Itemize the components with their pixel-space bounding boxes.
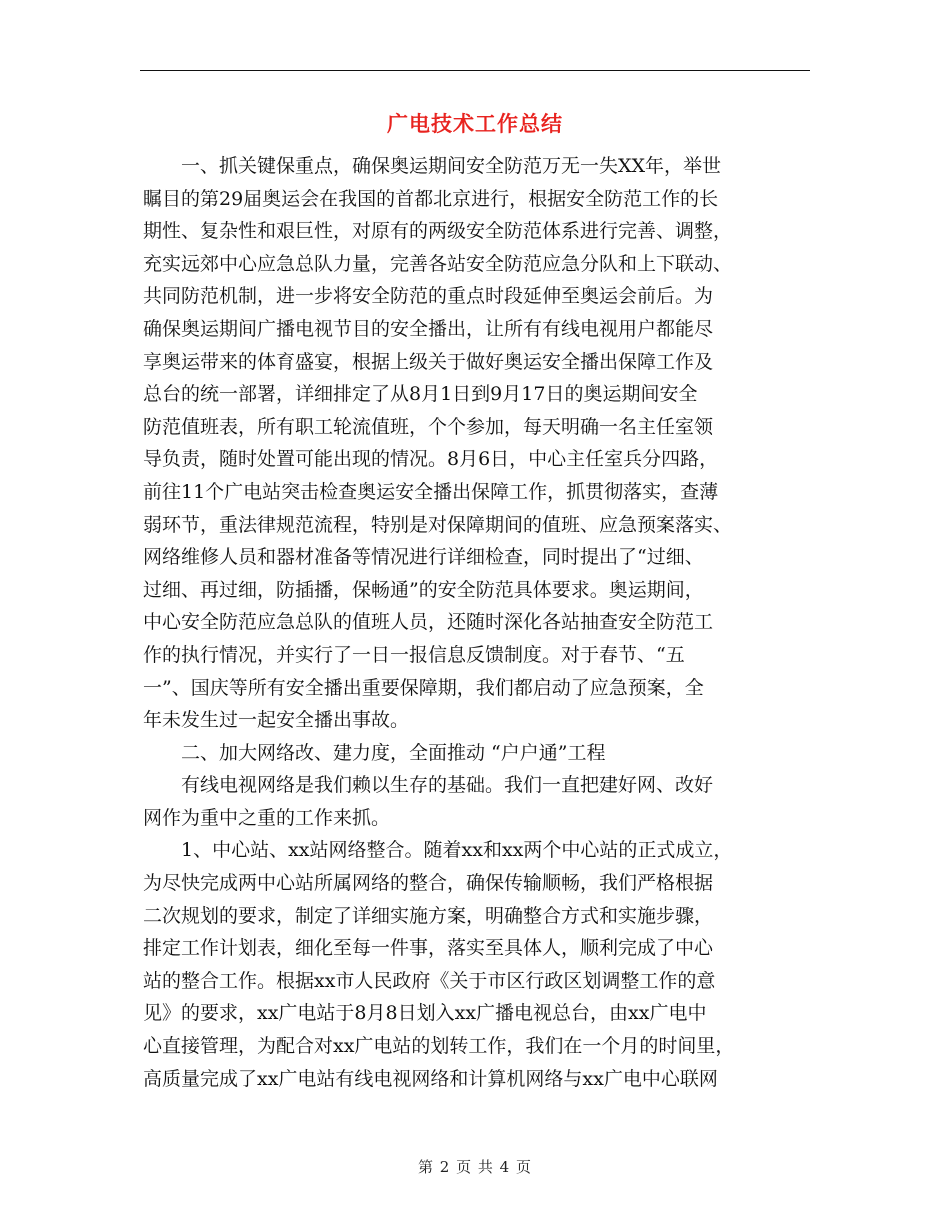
header-rule (140, 70, 810, 71)
body-line: 见》的要求，xx广电站于8月8日划入xx广播电视总台，由xx广电中 (143, 1002, 707, 1025)
body-line: 弱环节，重法律规范流程，特别是对保障期间的值班、应急预案落实、 (143, 513, 733, 536)
body-line: 二次规划的要求，制定了详细实施方案，明确整合方式和实施步骤， (143, 904, 714, 927)
body-line: 年未发生过一起安全播出事故。 (143, 709, 410, 732)
body-line: 1、中心站、xx站网络整合。随着xx和xx两个中心站的正式成立， (143, 839, 733, 862)
document-body (143, 150, 823, 1095)
body-line: 网作为重中之重的工作来抓。 (143, 806, 391, 829)
body-line: 为尽快完成两中心站所属网络的整合，确保传输顺畅，我们严格根据 (143, 872, 714, 895)
body-line: 前往11个广电站突击检查奥运安全播出保障工作，抓贯彻落实，查薄 (143, 480, 719, 503)
body-line: 心直接管理，为配合对xx广电站的划转工作，我们在一个月的时间里， (143, 1035, 735, 1058)
body-line: 网络维修人员和器材准备等情况进行详细检查，同时提出了“过细、 (143, 546, 704, 569)
body-line: 一”、国庆等所有安全播出重要保障期，我们都启动了应急预案，全 (143, 676, 704, 699)
body-line: 过细、再过细，防插播，保畅通”的安全防范具体要求。奥运期间， (143, 578, 704, 601)
body-line: 总台的统一部署，详细排定了从8月1日到9月17日的奥运期间安全 (143, 383, 698, 406)
body-line: 作的执行情况，并实行了一日一报信息反馈制度。对于春节、“五 (143, 643, 685, 666)
body-line: 共同防范机制，进一步将安全防范的重点时段延伸至奥运会前后。为 (143, 285, 714, 308)
body-line: 有线电视网络是我们赖以生存的基础。我们一直把建好网、改好 (143, 774, 714, 797)
body-line: 享奥运带来的体育盛宴，根据上级关于做好奥运安全播出保障工作及 (143, 350, 714, 373)
body-line: 中心安全防范应急总队的值班人员，还随时深化各站抽查安全防范工 (143, 611, 714, 634)
body-line: 瞩目的第29届奥运会在我国的首都北京进行，根据安全防范工作的长 (143, 187, 719, 210)
body-line: 期性、复杂性和艰巨性，对原有的两级安全防范体系进行完善、调整， (143, 220, 733, 243)
document-title: 广电技术工作总结 (387, 111, 563, 136)
page-number: 第 2 页 共 4 页 (418, 1158, 532, 1176)
body-line: 排定工作计划表，细化至每一件事，落实至具体人，顺利完成了中心 (143, 937, 714, 960)
section-heading: 二、加大网络改、建力度，全面推动 “户户通”工程 (143, 741, 606, 764)
body-line: 一、抓关键保重点，确保奥运期间安全防范万无一失XX年，举世 (143, 155, 722, 177)
body-line: 防范值班表，所有职工轮流值班，个个参加，每天明确一名主任室领 (143, 415, 714, 438)
body-line: 站的整合工作。根据xx市人民政府《关于市区行政区划调整工作的意 (143, 969, 716, 992)
body-line: 高质量完成了xx广电站有线电视网络和计算机网络与xx广电中心联网 (143, 1067, 718, 1090)
body-line: 充实远郊中心应急总队力量，完善各站安全防范应急分队和上下联动、 (143, 252, 733, 275)
body-line: 导负责，随时处置可能出现的情况。8月6日，中心主任室兵分四路， (143, 448, 719, 471)
body-line: 确保奥运期间广播电视节目的安全播出，让所有有线电视用户都能尽 (143, 317, 714, 340)
